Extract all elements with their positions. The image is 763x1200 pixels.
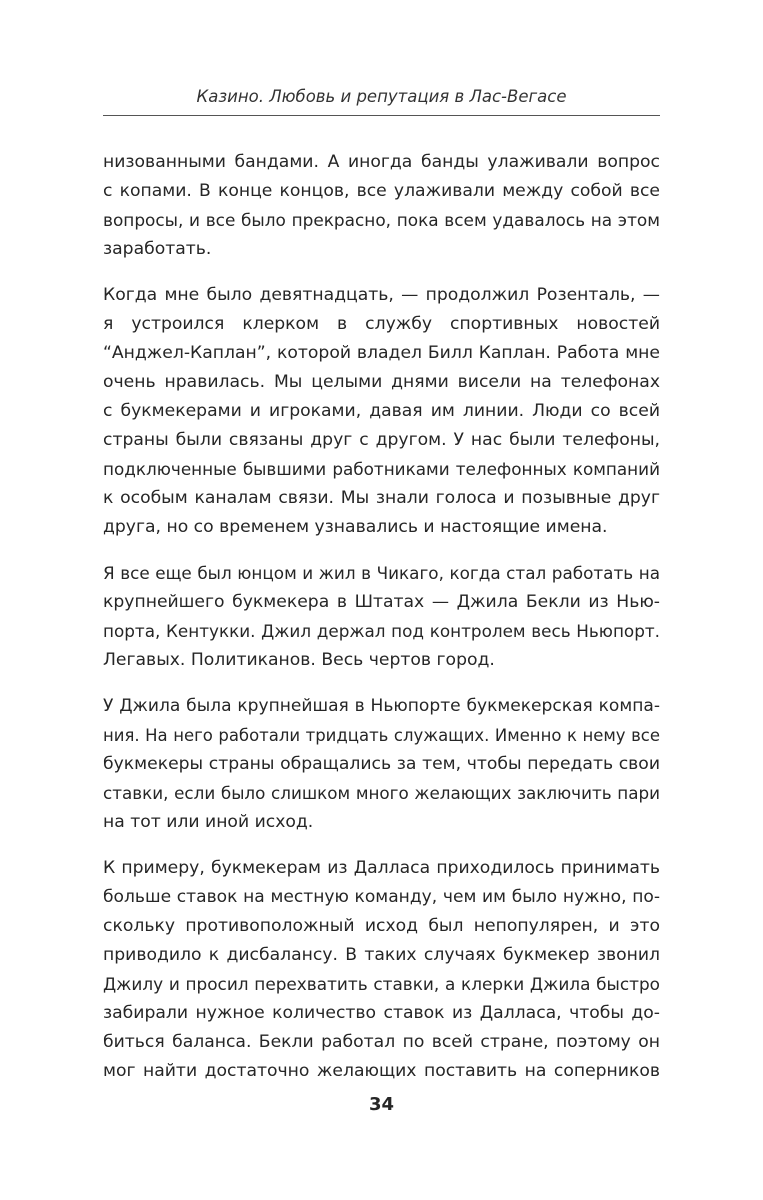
paragraph-1 xyxy=(103,148,660,264)
text-line: крупнейшего букмекера в Штатах — Джила Бекли из Нью- xyxy=(103,592,660,612)
text-line: к особым каналам связи. Мы знали голоса и позывные друг xyxy=(103,488,660,508)
text-line: я устроился клерком в службу спортивных новостей xyxy=(103,314,660,334)
text-line: букмекеры страны обращались за тем, чтобы передать свои xyxy=(103,754,660,774)
text-line: ния. На него работали тридцать служащих. Именно к нему все xyxy=(103,726,660,745)
text-line: низованными бандами. А иногда банды улаживали вопрос xyxy=(103,152,660,172)
text-line: биться баланса. Бекли работал по всей стране, поэтому он xyxy=(103,1032,660,1052)
paragraph-3 xyxy=(103,559,660,675)
text-line: друга, но со временем узнавались и настоящие имена. xyxy=(103,517,608,537)
body-text xyxy=(103,148,660,1103)
text-line: с букмекерами и игроками, давая им линии. Люди со всей xyxy=(103,401,660,421)
text-line: очень нравилась. Мы целыми днями висели на телефонах xyxy=(103,372,660,392)
text-line: приводило к дисбалансу. В таких случаях букмекер звонил xyxy=(103,945,660,965)
text-line: “Анджел-Каплан”, которой владел Билл Каплан. Работа мне xyxy=(103,343,660,363)
text-line: Джилу и просил перехватить ставки, а клерки Джила быстро xyxy=(103,974,660,994)
text-line: К примеру, букмекерам из Далласа приходилось принимать xyxy=(103,858,660,878)
text-line: страны были связаны друг с другом. У нас были телефоны, xyxy=(103,430,660,450)
paragraph-5 xyxy=(103,854,660,1086)
text-line: порта, Кентукки. Джил держал под контролем весь Ньюпорт. xyxy=(103,621,660,641)
text-line: больше ставок на местную команду, чем им было нужно, по- xyxy=(103,887,660,907)
running-title: Казино. Любовь и репутация в Лас-Вегасе xyxy=(196,87,567,106)
text-line: вопросы, и все было прекрасно, пока всем удавалось на этом xyxy=(103,210,660,230)
text-line: Когда мне было девятнадцать, — продолжил Розенталь, — xyxy=(103,285,660,305)
header-rule xyxy=(103,115,660,116)
text-line: У Джила была крупнейшая в Ньюпорте букмекерская компа- xyxy=(103,696,660,716)
paragraph-4 xyxy=(103,692,660,837)
text-line: мог найти достаточно желающих поставить на соперников xyxy=(103,1061,660,1081)
text-line: забирали нужное количество ставок из Далласа, чтобы до- xyxy=(103,1003,660,1023)
text-line: на тот или иной исход. xyxy=(103,812,314,832)
text-line: подключенные бывшими работниками телефонных компаний xyxy=(103,459,660,479)
page-number: 34 xyxy=(368,1094,395,1115)
text-line: ставки, если было слишком много желающих заключить пари xyxy=(103,783,660,803)
text-line: заработать. xyxy=(103,239,212,259)
text-line: Я все еще был юнцом и жил в Чикаго, когда стал работать на xyxy=(103,563,660,583)
text-line: Легавых. Политиканов. Весь чертов город. xyxy=(103,650,495,670)
text-line: с копами. В конце концов, все улаживали между собой все xyxy=(103,181,660,201)
text-line: скольку противоположный исход был непопулярен, и это xyxy=(103,916,660,936)
paragraph-2 xyxy=(103,281,660,542)
